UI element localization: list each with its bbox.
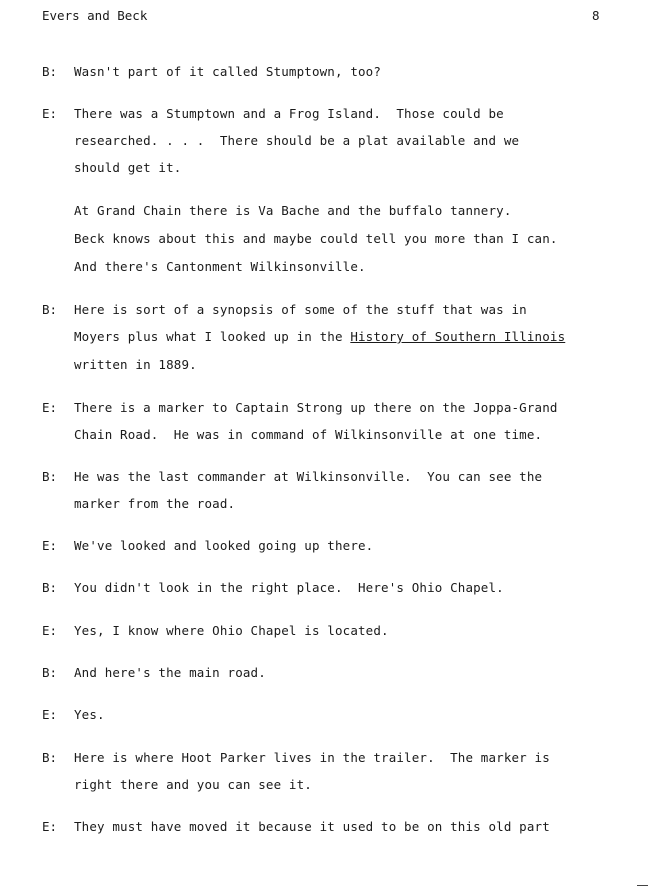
speaker-label: B: xyxy=(42,580,58,595)
speaker-label: E: xyxy=(42,707,58,722)
transcript-line: Wasn't part of it called Stumptown, too? xyxy=(74,64,382,79)
transcript-line: He was the last commander at Wilkinsonville. You can see the xyxy=(74,469,543,484)
transcript-line: Beck knows about this and maybe could tell you more than I can. xyxy=(74,231,558,246)
transcript-line: Here is where Hoot Parker lives in the trailer. The marker is xyxy=(74,750,550,765)
transcript-line: And here's the main road. xyxy=(74,665,266,680)
speaker-label: E: xyxy=(42,400,58,415)
transcript-line: researched. . . . There should be a plat available and we xyxy=(74,133,520,148)
transcript-line: Chain Road. He was in command of Wilkinsonville at one time. xyxy=(74,427,543,442)
transcript-line xyxy=(74,329,565,344)
transcript-line: Yes. xyxy=(74,707,105,722)
book-title-underlined: History of Southern Illinois xyxy=(350,329,566,344)
transcript-line: should get it. xyxy=(74,160,182,175)
transcript-line: At Grand Chain there is Va Bache and the buffalo tannery. xyxy=(74,203,512,218)
transcript-line: And there's Cantonment Wilkinsonville. xyxy=(74,259,366,274)
scan-edge-mark xyxy=(637,885,648,886)
transcript-line: They must have moved it because it used to be on this old part xyxy=(74,819,550,834)
speaker-label: B: xyxy=(42,469,58,484)
transcript-line: There was a Stumptown and a Frog Island. Those could be xyxy=(74,106,504,121)
transcript-line: We've looked and looked going up there. xyxy=(74,538,374,553)
speaker-label: E: xyxy=(42,623,58,638)
transcript-line: There is a marker to Captain Strong up there on the Joppa-Grand xyxy=(74,400,558,415)
transcript-line: Here is sort of a synopsis of some of the stuff that was in xyxy=(74,302,527,317)
page-header-title: Evers and Beck xyxy=(42,8,148,23)
transcript-line: marker from the road. xyxy=(74,496,236,511)
transcript-line: Yes, I know where Ohio Chapel is located. xyxy=(74,623,389,638)
transcript-line: right there and you can see it. xyxy=(74,777,312,792)
page-number: 8 xyxy=(592,8,600,23)
speaker-label: B: xyxy=(42,750,58,765)
speaker-label: E: xyxy=(42,538,58,553)
transcript-line: written in 1889. xyxy=(74,357,197,372)
speaker-label: E: xyxy=(42,819,58,834)
speaker-label: B: xyxy=(42,302,58,317)
transcript-line: You didn't look in the right place. Here's Ohio Chapel. xyxy=(74,580,504,595)
speaker-label: E: xyxy=(42,106,58,121)
speaker-label: B: xyxy=(42,64,58,79)
transcript-text: Moyers plus what I looked up in the xyxy=(74,329,351,344)
speaker-label: B: xyxy=(42,665,58,680)
